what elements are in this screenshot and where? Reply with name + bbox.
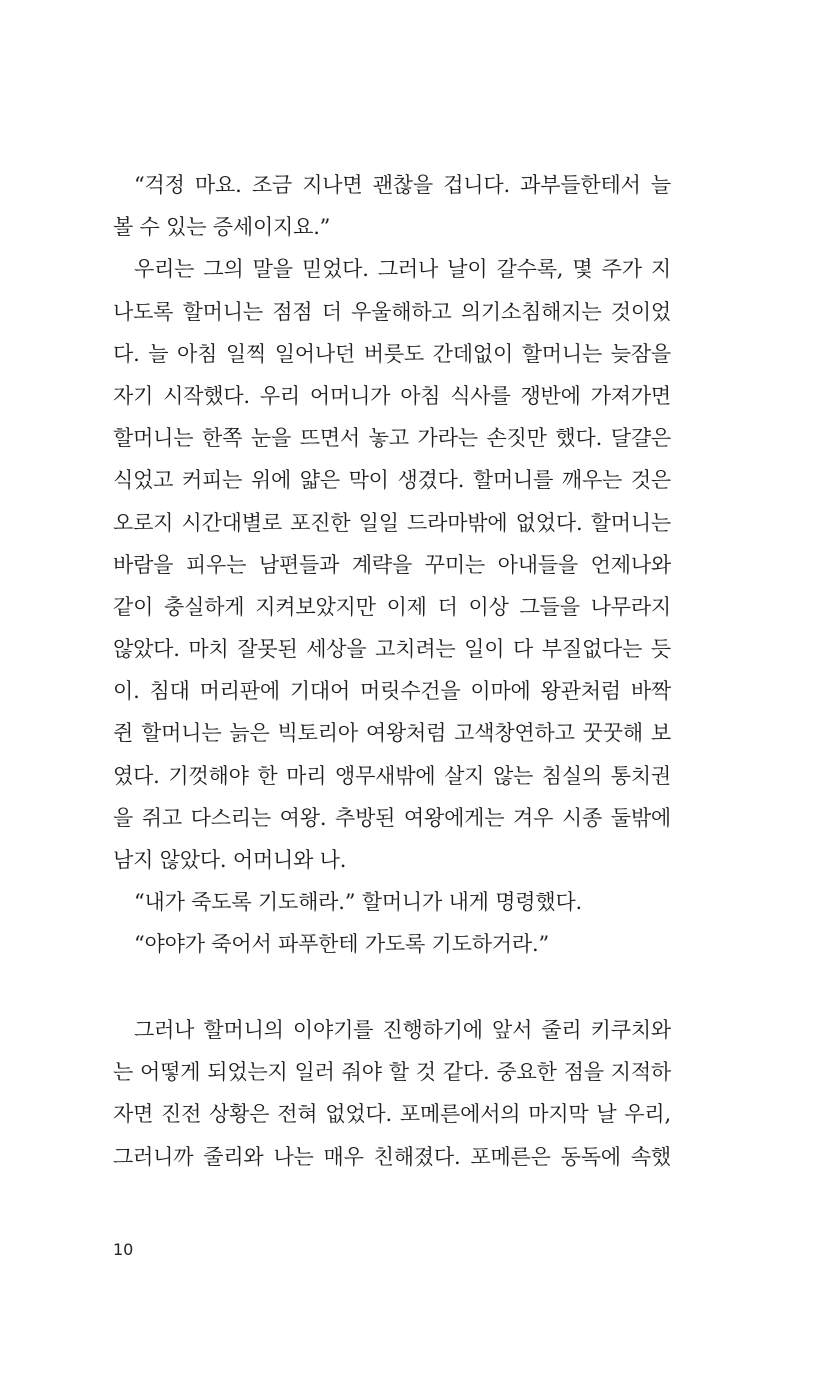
body-text-section-1: [113, 164, 671, 966]
text-line: “걱정 마요. 조금 지나면 괜찮을 겁니다. 과부들한테서 늘: [134, 173, 671, 197]
text-line: 그러니까 줄리와 나는 매우 친해졌다. 포메른은 동독에 속했: [113, 1144, 671, 1169]
dialogue-line: “내가 죽도록 기도해라.” 할머니가 내게 명령했다.: [134, 890, 583, 915]
text-line: 나도록 할머니는 점점 더 우울해하고 의기소침해지는 것이었: [113, 299, 671, 324]
text-line: 다. 늘 아침 일찍 일어나던 버릇도 간데없이 할머니는 늦잠을: [113, 341, 671, 366]
text-line: 않았다. 마치 잘못된 세상을 고치려는 일이 다 부질없다는 듯: [113, 637, 671, 662]
text-line: 볼 수 있는 증세이지요.”: [113, 215, 331, 240]
body-text-section-2: [113, 1009, 671, 1178]
text-line: 우리는 그의 말을 믿었다. 그러나 날이 갈수록, 몇 주가 지: [134, 257, 671, 282]
text-line: 였다. 기껏해야 한 마리 앵무새밖에 살지 않는 침실의 통치권: [113, 763, 671, 788]
text-line: 이. 침대 머리판에 기대어 머릿수건을 이마에 왕관처럼 바짝: [113, 679, 671, 704]
page-number: 10: [113, 1240, 134, 1259]
text-line: 오로지 시간대별로 포진한 일일 드라마밖에 없었다. 할머니는: [113, 510, 671, 535]
text-line: 바람을 피우는 남편들과 계략을 꾸미는 아내들을 언제나와: [113, 552, 671, 577]
dialogue-line: “야야가 죽어서 파푸한테 가도록 기도하거라.”: [134, 932, 549, 957]
text-line: 자면 진전 상황은 전혀 없었다. 포메른에서의 마지막 날 우리,: [113, 1102, 671, 1127]
text-line: 자기 시작했다. 우리 어머니가 아침 식사를 쟁반에 가져가면: [113, 383, 671, 408]
text-line: 식었고 커피는 위에 얇은 막이 생겼다. 할머니를 깨우는 것은: [113, 468, 671, 493]
text-line: 같이 충실하게 지켜보았지만 이제 더 이상 그들을 나무라지: [113, 594, 671, 619]
text-line: 을 쥐고 다스리는 여왕. 추방된 여왕에게는 겨우 시종 둘밖에: [113, 805, 671, 830]
text-line: 남지 않았다. 어머니와 나.: [113, 848, 347, 872]
text-line: 는 어떻게 되었는지 일러 줘야 할 것 같다. 중요한 점을 지적하: [113, 1060, 671, 1085]
text-line: 쥔 할머니는 늙은 빅토리아 여왕처럼 고색창연하고 꿋꿋해 보: [113, 721, 671, 746]
text-line: 할머니는 한쪽 눈을 뜨면서 놓고 가라는 손짓만 했다. 달걀은: [113, 426, 671, 451]
text-line: 그러나 할머니의 이야기를 진행하기에 앞서 줄리 키쿠치와: [134, 1018, 671, 1042]
